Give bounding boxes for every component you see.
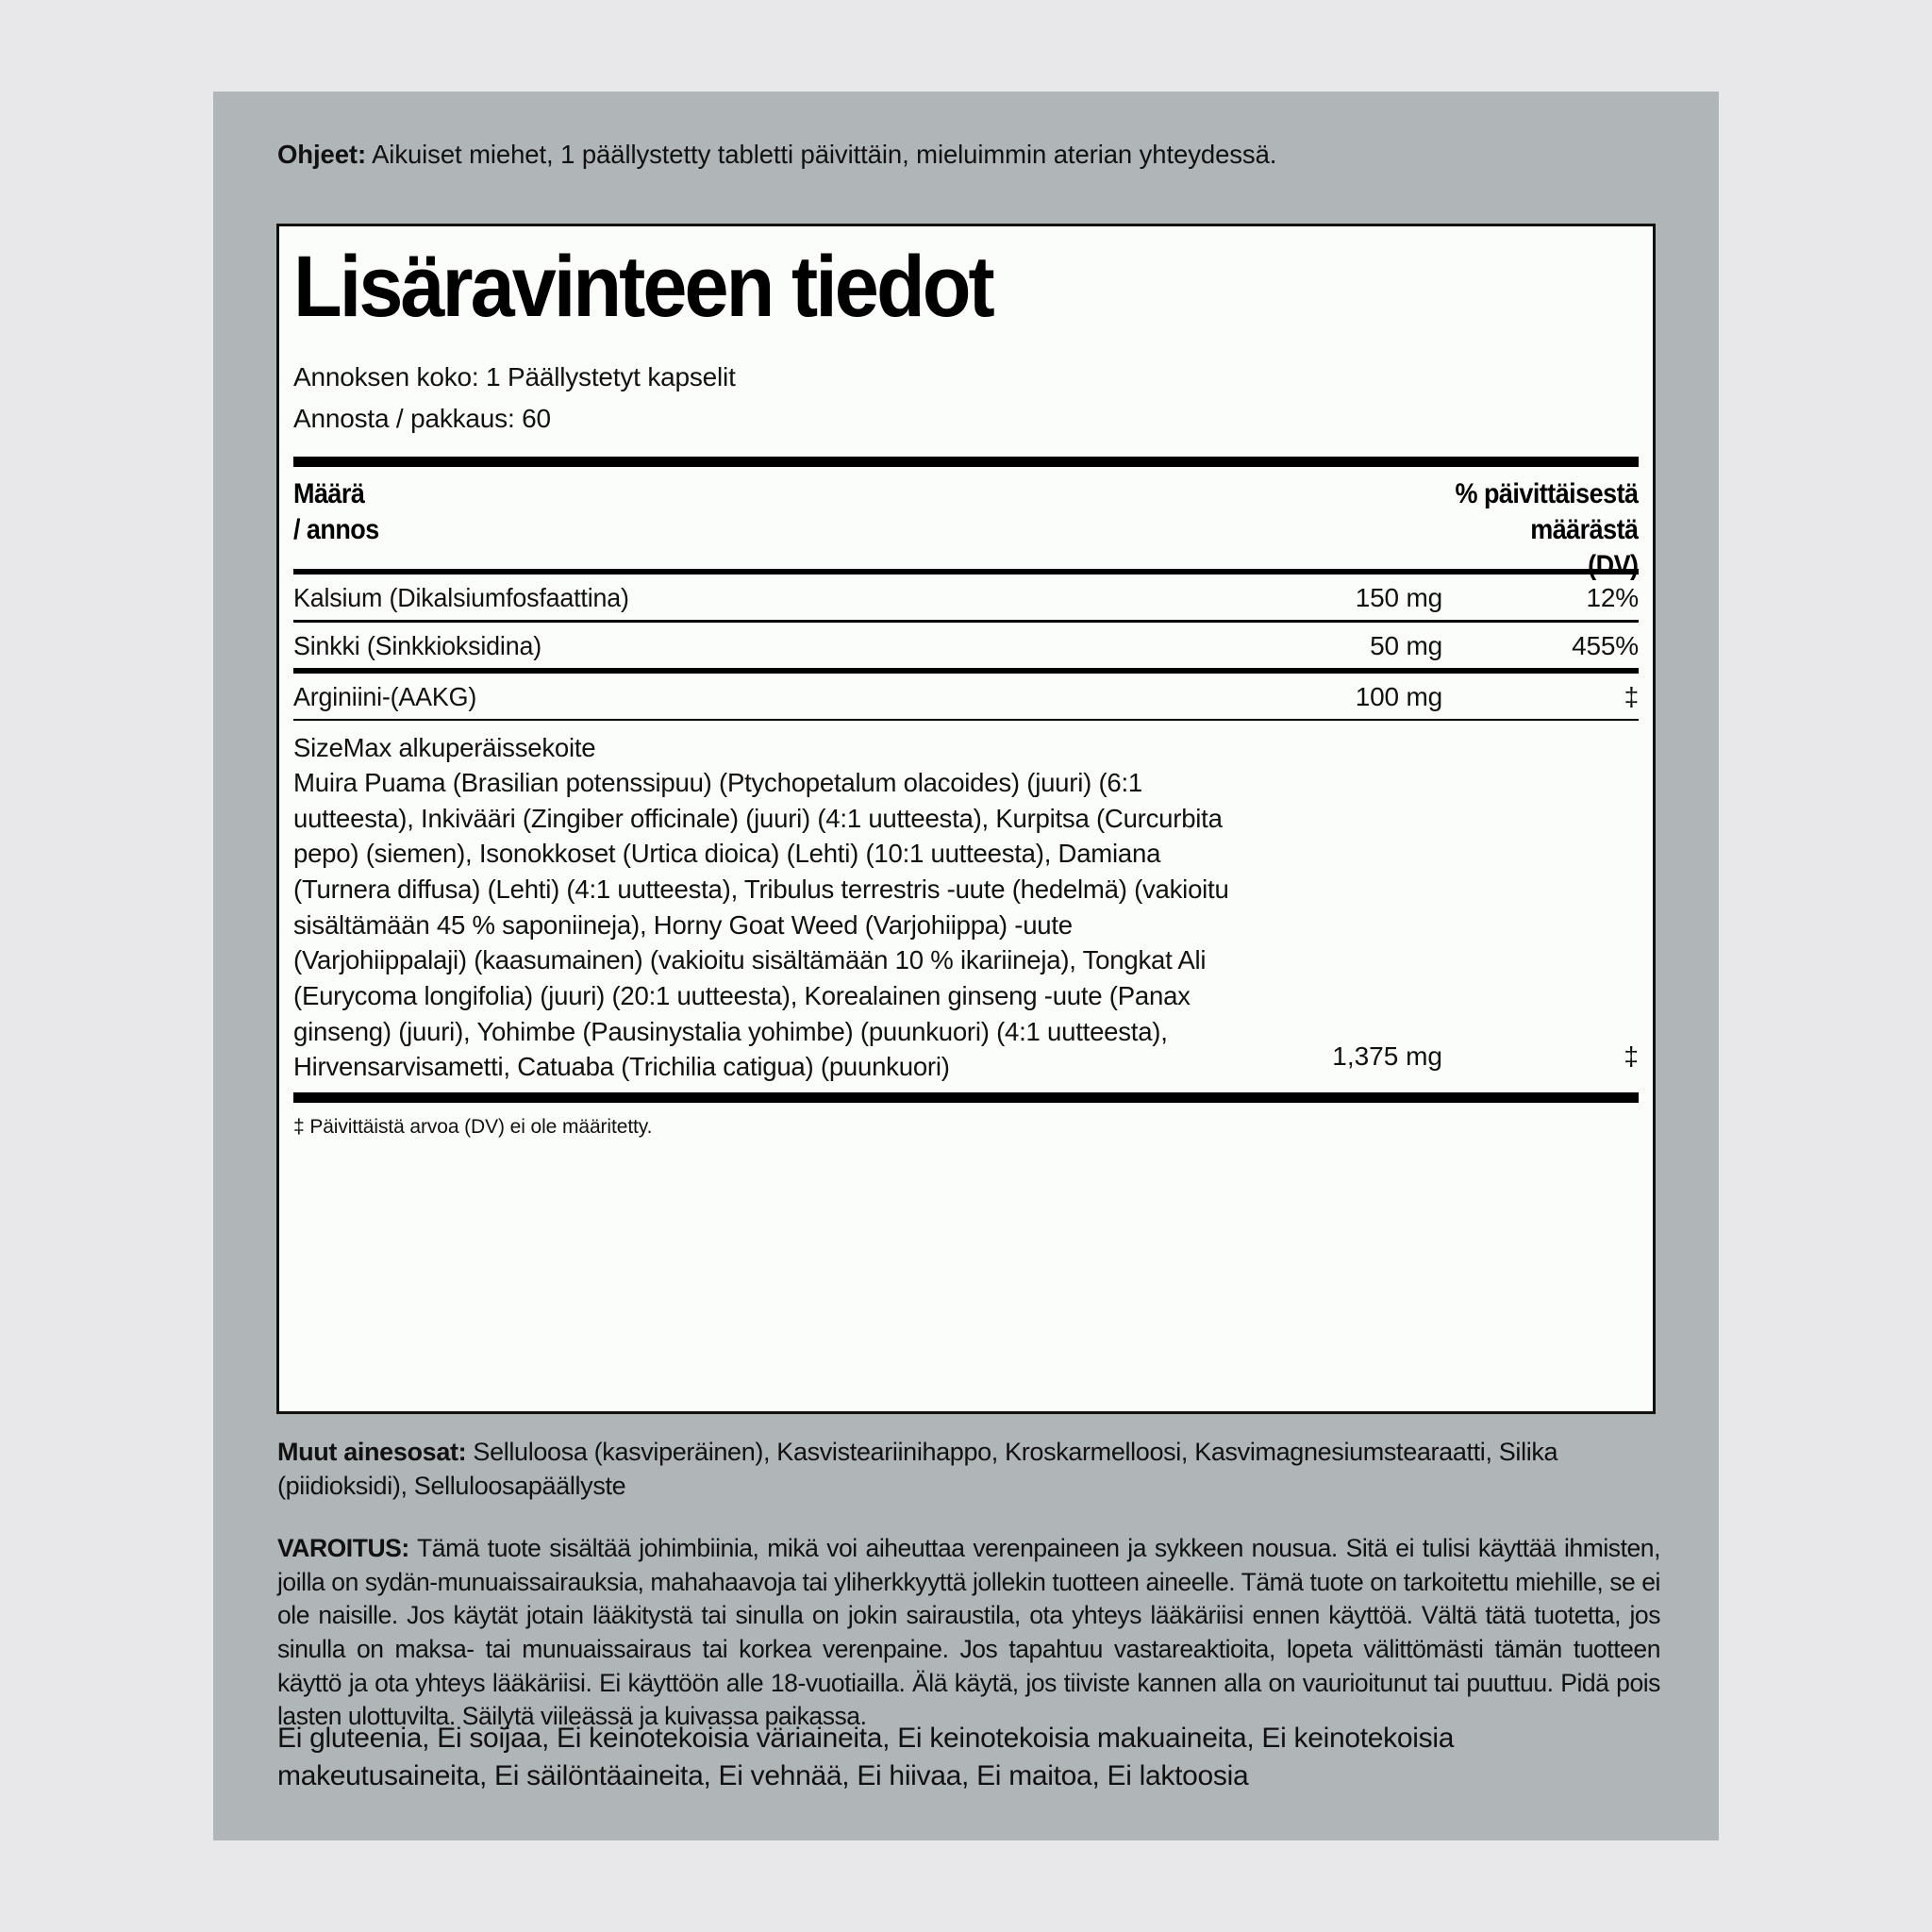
table-row — [293, 575, 1639, 620]
servings-per-container: Annosta / pakkaus: 60 — [293, 403, 551, 433]
warning-text — [277, 1532, 1660, 1734]
proprietary-blend-row — [293, 721, 1639, 1093]
directions-line — [277, 139, 1645, 171]
amount-per-serving-header — [293, 476, 379, 549]
other-ingredients — [277, 1436, 1657, 1504]
dv-header-line2: määrästä — [1530, 513, 1639, 545]
table-header-row — [293, 467, 1639, 582]
nutrient-amount: 50 mg — [1370, 630, 1442, 660]
nutrient-amount: 100 mg — [1355, 681, 1442, 711]
daily-value-footnote: ‡ Päivittäistä arvoa (DV) ei ole määritetty. — [293, 1116, 653, 1139]
nutrient-dv: 12% — [1586, 582, 1639, 612]
supplement-label-panel — [213, 92, 1719, 1840]
dv-header-line3: (DV) — [1588, 550, 1639, 582]
nutrient-name: Arginiini-(AAKG) — [293, 681, 477, 711]
warning-body: Tämä tuote sisältää johimbiinia, mikä voi aiheuttaa verenpaineen ja sykkeen nousua. Sitä ei tulisi käyttää ihmisten, joilla on sydän-munuaissairauksia, mahahaavoja tai yliherkkyyttä jollekin tuotteen aineelle. Tämä tuote on tarkoitettu miehille, se ei ole naisille. Jos käytät jotain lääkitystä tai sinulla on jokin sairaustila, ota yhteys lääkäriisi ennen käyttöä. Vältä tätä tuotetta, jos sinulla on maksa- tai munuaissairaus tai korkea verenpaine. Jos tapahtuu vastareaktioita, lopeta välittömästi tämän tuotteen käyttö ja ota yhteys lääkäriisi. Ei käyttöön alle 18-vuotiailla. Älä käytä, jos tiiviste kannen alla on vaurioitunut tai puuttuu. Pidä pois lasten ulottuvilta. Säilytä viileässä ja kuivassa paikassa. — [277, 1534, 1660, 1731]
blend-dv: ‡ — [1624, 1041, 1639, 1071]
serving-size: Annoksen koko: 1 Päällystetyt kapselit — [293, 362, 736, 391]
nutrient-name: Kalsium (Dikalsiumfosfaattina) — [293, 582, 629, 612]
amount-header-line2: / annos — [293, 513, 379, 545]
directions-text: Aikuiset miehet, 1 päällystetty tabletti päivittäin, mieluimmin aterian yhteydessä. — [366, 140, 1277, 169]
free-from-claims: Ei gluteenia, Ei soijaa, Ei keinotekoisia väriaineita, Ei keinotekoisia makuaineita, Ei keinotekoisia makeutusaineita, Ei säilöntäaineita, Ei vehnää, Ei hiivaa, Ei maitoa, Ei laktoosia — [277, 1723, 1455, 1791]
warning-label: VAROITUS: — [277, 1534, 409, 1562]
blend-ingredient-list: Muira Puama (Brasilian potenssipuu) (Ptychopetalum olacoides) (juuri) (6:1 uutteesta), Inkivääri (Zingiber officinale) (juuri) (4:1 uutteesta), Kurpitsa (Curcurbita pepo) (siemen), Isonokkoset (Urtica dioica) (Lehti) (10:1 uutteesta), Damiana (Turnera diffusa) (Lehti) (4:1 uutteesta), Tribulus terrestris -uute (hedelmä) (vakioitu sisältämään 45 % saponiineja), Horny Goat Weed (Varjohiippa) -uute (Varjohiippalaji) (kaasumainen) (vakioitu sisältämään 10 % ikariineja), Tongkat Ali (Eurycoma longifolia) (juuri) (20:1 uutteesta), Korealainen ginseng -uute (Panax ginseng) (juuri), Yohimbe (Pausinystalia yohimbe) (puunkuori) (4:1 uutteesta), Hirvensarvisametti, Catuaba (Trichilia catigua) (puunkuori) — [293, 768, 1229, 1082]
nutrient-amount: 150 mg — [1355, 582, 1442, 612]
daily-value-header — [1456, 476, 1639, 585]
supplement-facts-box — [276, 224, 1656, 1414]
dv-header-line1: % päivittäisestä — [1456, 477, 1639, 509]
nutrient-dv: 455% — [1572, 630, 1639, 660]
nutrient-name: Sinkki (Sinkkioksidina) — [293, 630, 541, 660]
supplement-facts-title: Lisäravinteen tiedot — [293, 239, 992, 335]
table-row — [293, 674, 1639, 719]
nutrient-dv: ‡ — [1624, 681, 1639, 711]
amount-header-line1: Määrä — [293, 477, 365, 509]
blend-name: SizeMax alkuperäissekoite — [293, 732, 596, 762]
other-ingredients-label: Muut ainesosat: — [277, 1438, 467, 1466]
directions-label: Ohjeet: — [277, 140, 367, 169]
rule-thick-bottom — [293, 1092, 1639, 1103]
other-ingredients-text: Selluloosa (kasviperäinen), Kasvisteariinihappo, Kroskarmelloosi, Kasvimagnesiumstearaatti, Silika (piidioksidi), Selluloosapäällyste — [277, 1438, 1558, 1500]
rule-thick-top — [293, 457, 1639, 467]
table-row — [293, 623, 1639, 668]
blend-amount: 1,375 mg — [1332, 1041, 1442, 1071]
